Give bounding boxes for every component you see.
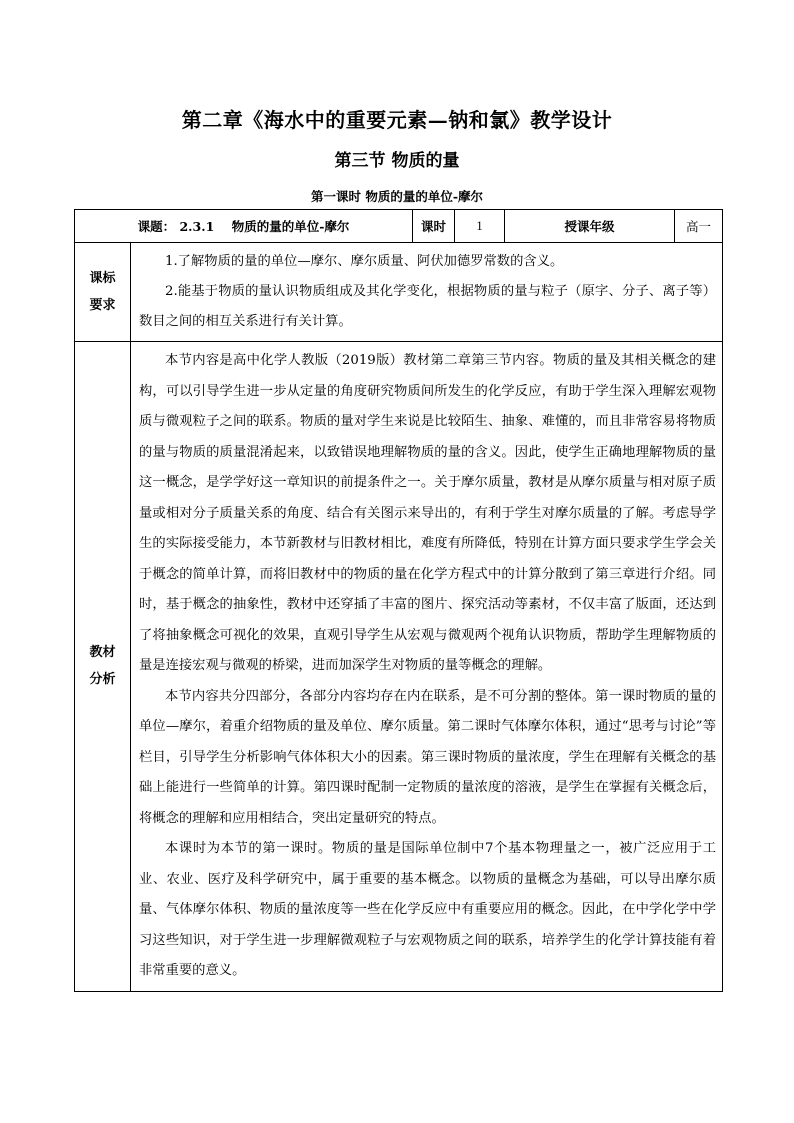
analysis-content [131, 342, 723, 992]
analysis-paragraph: 本节内容共分四部分，各部分内容均存在内在联系，是不可分割的整体。第一课时物质的量的单位—摩尔，着重介绍物质的量及单位、摩尔质量。第二课时气体摩尔体积，通过“思考与讨论”等栏目，引导学生分析影响气体体积大小的因素。第三课时物质的量浓度，学生在理解有关概念的基础上能进行一些简单的计算。第四课时配制一定物质的量浓度的溶液，是学生在掌握有关概念后，将概念的理解和应用相结合，突出定量研究的特点。 [139, 688, 716, 826]
grade-label: 授课年级 [505, 210, 675, 243]
hours-value: 1 [455, 210, 505, 243]
analysis-paragraph: 本节内容是高中化学人教版（2019版）教材第二章第三节内容。物质的量及其相关概念的建构，可以引导学生进一步从定量的角度研究物质间所发生的化学反应，有助于学生深入理解宏观物质与微观粒子之间的联系。物质的量对学生来说是比较陌生、抽象、难懂的，而且非常容易将物质的量与物质的质量混淆起来，以致错误地理解物质的量的含义。因此，使学生正确地理解物质的量这一概念，是学学好这一章知识的前提条件之一。关于摩尔质量，教材是从摩尔质量与相对原子质量或相对分子质量关系的角度、结合有关图示来导出的，有利于学生对摩尔质量的了解。考虑导学生的实际接受能力，本节新教材与旧教材相比，难度有所降低，特别在计算方面只要求学生学会关于概念的简单计算，而将旧教材中的物质的量在化学方程式中的计算分散到了第三章进行介绍。同时，基于概念的抽象性，教材中还穿插了丰富的图片、探究活动等素材，不仅丰富了版面，还达到了将抽象概念可视化的效果，直观引导学生从宏观与微观两个视角认识物质，帮助学生理解物质的量是连接宏观与微观的桥梁，进而加深学生对物质的量等概念的理解。 [139, 353, 716, 673]
lesson-subtitle: 第一课时 物质的量的单位-摩尔 [310, 189, 484, 204]
requirement-item: 2.能基于物质的量认识物质组成及其化学变化，根据物质的量与粒子（原字、分子、离子等）数目之间的相互关系进行有关计算。 [139, 284, 716, 329]
analysis-label-line2: 分析 [89, 672, 116, 688]
requirements-label [75, 243, 131, 342]
section-title: 第三节 物质的量 [334, 151, 460, 171]
analysis-paragraph: 本课时为本节的第一课时。物质的量是国际单位制中7个基本物理量之一，被广泛应用于工业、农业、医疗及科学研究中，属于重要的基本概念。以物质的量概念为基础，可以导出摩尔质量、气体摩尔体积、物质的量浓度等一些在化学反应中有重要应用的概念。因此，在中学化学中学习这些知识，对于学生进一步理解微观粒子与宏观物质之间的联系，培养学生的化学计算技能有着非常重要的意义。 [139, 841, 716, 978]
document-title: 第二章《海水中的重要元素—钠和氯》教学设计 [181, 108, 613, 132]
analysis-label [75, 342, 131, 992]
header-row [75, 210, 723, 243]
analysis-row [75, 342, 723, 992]
requirements-label-line2: 要求 [89, 298, 116, 313]
requirements-row [75, 243, 723, 342]
requirement-item: 1.了解物质的量的单位—摩尔、摩尔质量、阿伏加德罗常数的含义。 [165, 254, 564, 269]
topic-cell [75, 210, 413, 243]
hours-label: 课时 [413, 210, 455, 243]
grade-value: 高一 [675, 210, 723, 243]
requirements-label-line1: 课标 [89, 271, 116, 286]
lesson-plan-table [74, 209, 723, 992]
topic-value: 2.3.1 物质的量的单位-摩尔 [179, 219, 350, 234]
requirements-content [131, 243, 723, 342]
analysis-label-line1: 教材 [89, 645, 116, 661]
topic-label: 课题： [137, 219, 176, 234]
